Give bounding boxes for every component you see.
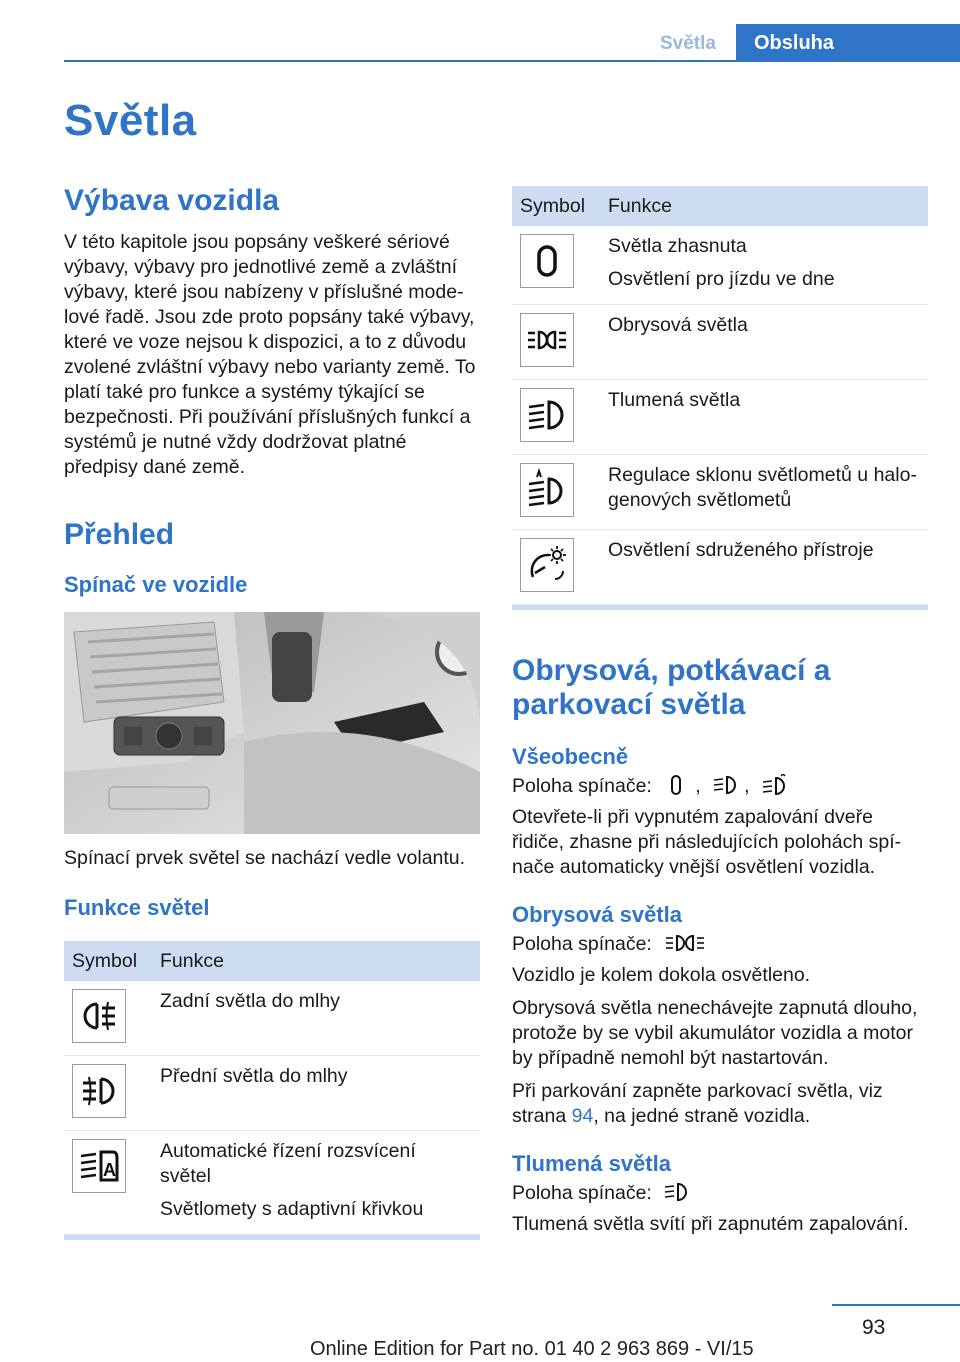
low-beam-heading: Tlumená světla: [512, 1151, 671, 1176]
table-row: [512, 380, 928, 455]
right-column: [512, 186, 928, 1237]
parking-light-icon: [663, 932, 707, 954]
page-number: 93: [862, 1316, 886, 1339]
overview-heading: Přehled: [64, 518, 175, 551]
side-switch-line: [512, 932, 928, 957]
col-symbol: Symbol: [512, 186, 600, 226]
low-beam-icon: [663, 1181, 689, 1203]
row-text: Osvětlení pro jízdu ve dne: [608, 268, 835, 290]
header-rule: [64, 60, 960, 62]
row-text: Světlomety s adaptivní křivkou: [160, 1198, 424, 1220]
functions-table-left: [64, 941, 480, 1235]
row-text: Zadní světla do mlhy: [160, 990, 340, 1012]
low-beam-text: Tlumená světla svítí při zapnutém zapalování.: [512, 1213, 909, 1235]
switch-position-label: Poloha spínače:: [512, 1182, 652, 1204]
functions-table-right: [512, 186, 928, 605]
row-text: Obrysová světla: [608, 314, 748, 336]
switch-position-label: Poloha spínače:: [512, 933, 652, 955]
lights-off-icon: [663, 774, 689, 796]
table-header-row: [64, 941, 480, 981]
low-switch-line: [512, 1181, 928, 1206]
instrument-lighting-icon: [520, 538, 574, 592]
svg-text:A: A: [103, 1160, 116, 1180]
light-switch-photo: [64, 612, 480, 834]
equipment-text: V této kapitole jsou popsány veškeré sériové výbavy, výbavy pro jednotlivé země a zvláštní výbavy, které jsou nabízeny v příslušné modelové řadě. Jsou zde proto popsány také výbavy, které ve voze nejsou k dispozici, a to z důvodu zvolené zvláštní výbavy nebo varianty země. To platí také pro funkce a systémy týkající se bezpečnosti. Při používání příslušných funkcí a systémů je nutné vždy dodržovat platné předpisy dané země.: [64, 231, 476, 478]
table-row: [64, 981, 480, 1056]
low-beam-icon: [712, 774, 738, 796]
row-text: Tlumená světla: [608, 389, 741, 411]
online-edition: Online Edition for Part no. 01 40 2 963 869 - VI/15: [310, 1338, 754, 1360]
row-text: Osvětlení sdruženého přístroje: [608, 539, 874, 561]
page-title: Světla: [64, 96, 197, 145]
general-switch-line: Poloha spínače: , ,: [512, 774, 928, 799]
col-function: Funkce: [600, 186, 928, 226]
table-row: [512, 305, 928, 380]
photo-caption: Spínací prvek světel se nachází vedle volantu.: [64, 847, 466, 869]
headlight-range-icon: [520, 463, 574, 517]
page-link[interactable]: 94: [571, 1105, 594, 1127]
table-row: [64, 1056, 480, 1131]
row-text: Automatické řízení rozsvícení světel: [160, 1140, 416, 1187]
side-lights-heading: Obrysová světla: [512, 902, 682, 927]
equipment-heading: Výbava vozidla: [64, 184, 280, 217]
lights-off-icon: [520, 234, 574, 288]
front-fog-light-icon: [72, 1064, 126, 1118]
page-header: [0, 0, 960, 62]
side-text-2: Obrysová světla nenechávejte zapnutá dlouho, protože by se vybil akumulátor vozidla a motor by případně nemohl být nastartován.: [512, 997, 918, 1069]
low-beam-icon: [520, 388, 574, 442]
table-header-row: [512, 186, 928, 226]
side-text-1: Vozidlo je kolem dokola osvětleno.: [512, 964, 811, 986]
rear-fog-light-icon: [72, 989, 126, 1043]
left-column: [64, 184, 480, 1240]
auto-headlight-icon: [72, 1139, 126, 1193]
row-text: Přední světla do mlhy: [160, 1065, 348, 1087]
auto-headlight-icon: [761, 774, 787, 796]
side-text-3: Při parkování zapněte parkovací světla, viz strana 94, na jedné straně vozidla.: [512, 1080, 883, 1127]
general-heading: Všeobecně: [512, 744, 629, 769]
table-row: [512, 455, 928, 530]
switch-heading: Spínač ve vozidle: [64, 572, 248, 597]
table-row: [512, 530, 928, 605]
table-end-bar: [64, 1235, 480, 1240]
col-function: Funkce: [152, 941, 480, 981]
parking-heading: Obrysová, potkávací a parkovací světla: [512, 654, 831, 721]
footer-rule: [832, 1304, 960, 1306]
table-end-bar: [512, 605, 928, 610]
table-row: [64, 1131, 480, 1235]
general-text: Otevřete-li při vypnutém zapalování dveře řidiče, zhasne při následujících polohách spínače automaticky vnější osvětlení vozidla.: [512, 806, 902, 878]
section-tab: Světla: [660, 33, 716, 54]
table-row: [512, 226, 928, 305]
chapter-tab: Obsluha: [736, 24, 960, 60]
row-text: Světla zhasnuta: [608, 235, 747, 257]
row-text: Regulace sklonu světlometů u halogenových světlometů: [608, 464, 917, 511]
parking-light-icon: [520, 313, 574, 367]
functions-heading: Funkce světel: [64, 895, 210, 920]
switch-position-label: Poloha spínače:: [512, 775, 652, 797]
col-symbol: Symbol: [64, 941, 152, 981]
